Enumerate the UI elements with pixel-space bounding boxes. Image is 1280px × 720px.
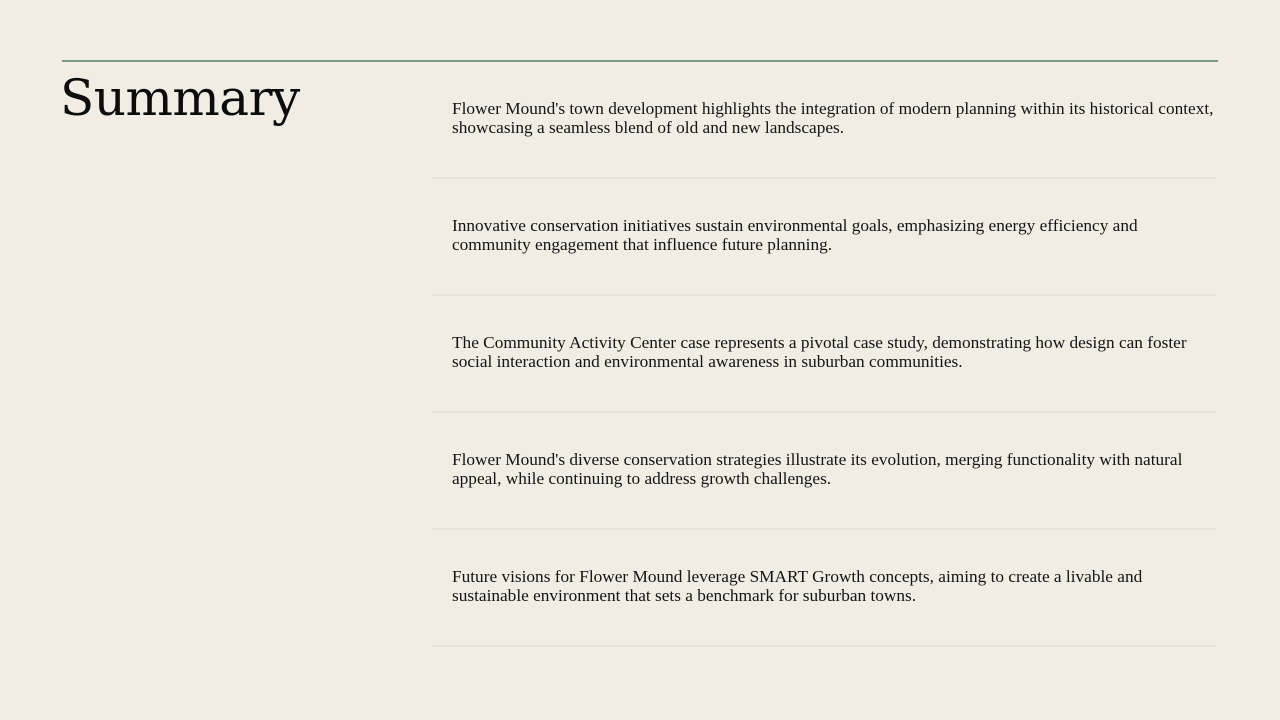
summary-point-text: The Community Activity Center case represents a pivotal case study, demonstrating how design can foster social interaction and environmental awareness in suburban communities. (452, 333, 1187, 371)
summary-point-text: Flower Mound's town development highlights the integration of modern planning within its historical context, showcasing a seamless blend of old and new landscapes. (452, 99, 1214, 137)
summary-point (432, 530, 1216, 647)
summary-points-list (432, 62, 1216, 647)
summary-point-text: Future visions for Flower Mound leverage SMART Growth concepts, aiming to create a livable and sustainable environment that sets a benchmark for suburban towns. (452, 567, 1143, 605)
summary-point (432, 413, 1216, 530)
summary-point-text: Innovative conservation initiatives sustain environmental goals, emphasizing energy efficiency and community engagement that influence future planning. (452, 216, 1138, 254)
summary-point (432, 62, 1216, 179)
slide-title: Summary (60, 69, 300, 127)
summary-point-text: Flower Mound's diverse conservation strategies illustrate its evolution, merging functionality with natural appeal, while continuing to address growth challenges. (452, 450, 1183, 488)
summary-point (432, 296, 1216, 413)
summary-point (432, 179, 1216, 296)
